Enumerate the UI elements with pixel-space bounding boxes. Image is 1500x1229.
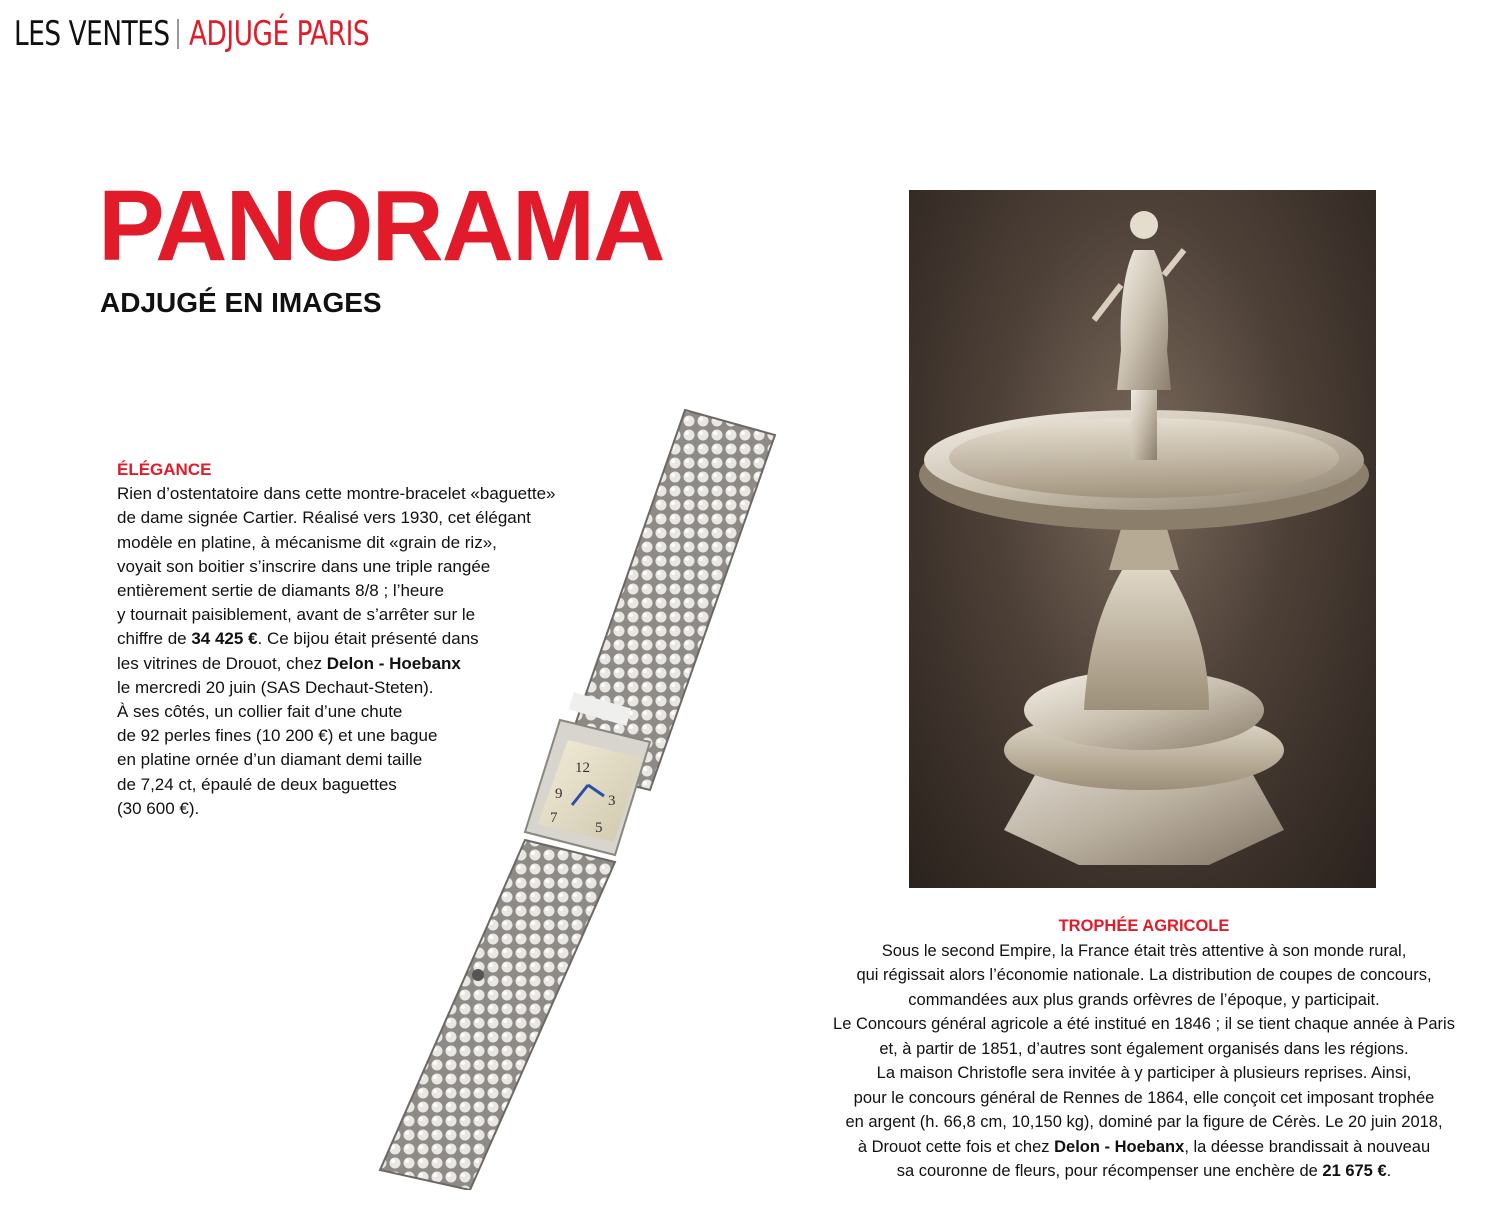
text-line: en platine ornée d’un diamant demi taille	[117, 750, 423, 770]
text-line: de dame signée Cartier. Réalisé vers 1930, cet élégant	[117, 508, 531, 528]
dial-numeral-12: 12	[575, 760, 590, 776]
article-elegance	[117, 458, 577, 821]
text-line: La maison Christofle sera invitée à y participer à plusieurs reprises. Ainsi,	[876, 1064, 1412, 1082]
auction-house: Delon - Hoebanx	[1054, 1137, 1185, 1156]
price-highlight: 21 675 €	[1322, 1162, 1387, 1180]
text-line: chiffre de 34 425 €. Ce bijou était présenté dans	[117, 629, 479, 649]
text-line: et, à partir de 1851, d’autres sont également organisés dans les régions.	[879, 1039, 1409, 1058]
text-line: À ses côtés, un collier fait d’une chute	[117, 702, 403, 722]
dial-numeral-3: 3	[608, 793, 616, 809]
dial-numeral-9: 9	[555, 786, 563, 802]
text-line: Le Concours général agricole a été institué en 1846 ; il se tient chaque année à Paris	[833, 1015, 1455, 1033]
text-line: Sous le second Empire, la France était très attentive à son monde rural,	[881, 941, 1407, 960]
text-line: de 92 perles fines (10 200 €) et une bague	[117, 726, 438, 746]
page-subtitle: ADJUGÉ EN IMAGES	[100, 287, 382, 318]
text-line: Rien d’ostentatoire dans cette montre-bracelet «baguette»	[117, 484, 556, 504]
text-line: de 7,24 ct, épaulé de deux baguettes	[117, 774, 397, 794]
dial-numeral-7: 7	[550, 810, 558, 826]
price-highlight: 34 425 €	[191, 629, 258, 649]
dial-numeral-5: 5	[595, 820, 603, 836]
page-title: PANORAMA	[98, 170, 664, 282]
text-line: en argent (h. 66,8 cm, 10,150 kg), dominé par la figure de Cérès. Le 20 juin 2018,	[845, 1113, 1443, 1131]
text-line: (30 600 €).	[117, 798, 200, 818]
article-kicker: ÉLÉGANCE	[117, 460, 212, 479]
auction-house: Delon - Hoebanx	[326, 653, 461, 673]
section-header	[14, 12, 399, 56]
text-line: modèle en platine, à mécanisme dit «grain de riz»,	[117, 532, 497, 552]
text-line: à Drouot cette fois et chez Delon - Hoebanx, la déesse brandissait à nouveau	[857, 1137, 1431, 1156]
section-label: LES VENTES	[14, 14, 170, 54]
article-trophee	[806, 914, 1482, 1184]
text-line: y tournait paisiblement, avant de s’arrêter sur le	[117, 605, 476, 625]
text-line: pour le concours général de Rennes de 1864, elle conçoit cet imposant trophée	[853, 1088, 1435, 1107]
text-line: voyait son boitier s’inscrire dans une triple rangée	[117, 556, 491, 576]
text-line: sa couronne de fleurs, pour récompenser une enchère de 21 675 €.	[896, 1162, 1392, 1180]
trophy-illustration	[909, 190, 1376, 888]
subsection-label: ADJUGÉ PARIS	[189, 14, 370, 54]
text-line: le mercredi 20 juin (SAS Dechaut-Steten).	[117, 677, 434, 697]
text-line: qui régissait alors l’économie nationale. La distribution de coupes de concours,	[856, 966, 1432, 984]
text-line: les vitrines de Drouot, chez Delon - Hoebanx	[117, 653, 461, 673]
text-line: entièrement sertie de diamants 8/8 ; l’heure	[117, 581, 444, 601]
article-kicker: TROPHÉE AGRICOLE	[1058, 917, 1230, 935]
trophy-photo	[909, 190, 1376, 888]
header-divider	[177, 19, 179, 49]
text-line: commandées aux plus grands orfèvres de l’époque, y participait.	[908, 990, 1380, 1009]
